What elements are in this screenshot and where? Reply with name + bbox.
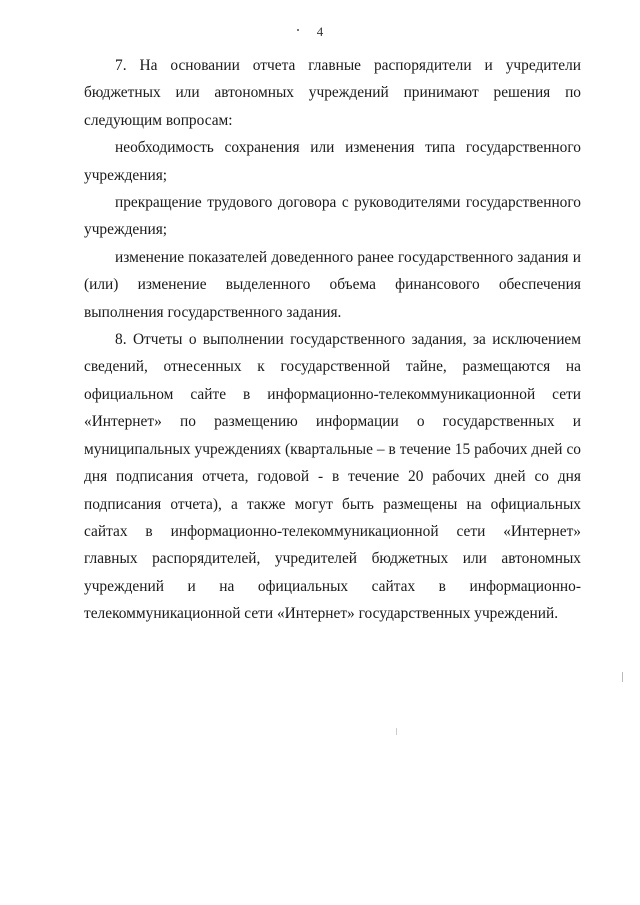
paragraph-7: 7. На основании отчета главные распорядители и учредители бюджетных или автономных учреждений принимают решения по следующим вопросам: — [84, 57, 581, 129]
list-item-contract-termination: прекращение трудового договора с руководителями государственного учреждения; — [84, 194, 581, 239]
page-number: 4 — [316, 24, 324, 39]
document-body — [84, 52, 581, 628]
paragraph-8: 8. Отчеты о выполнении государственного задания, за исключением сведений, отнесенных к государственной тайне, размещаются на официальном сайте в информационно-телекоммуникационной сети «Интернет» по размещению информации о государственных и муниципальных учреждениях (квартальные – в течение 15 рабочих дней со дня подписания отчета, годовой - в течение 20 рабочих дней со дня подписания отчета), а также могут быть размещены на официальных сайтах в информационно-телекоммуникационной сети «Интернет» главных распорядителей, учредителей бюджетных или автономных учреждений и на официальных сайтах в информационно-телекоммуникационной сети «Интернет» государственных учреждений. — [84, 331, 581, 623]
list-item-type-change: необходимость сохранения или изменения типа государственного учреждения; — [84, 139, 581, 184]
scan-edge-mark — [622, 672, 623, 682]
scan-speck — [297, 29, 299, 31]
list-item-indicator-change: изменение показателей доведенного ранее государственного задания и (или) изменение выделенного объема финансового обеспечения выполнения государственного задания. — [84, 248, 581, 321]
scan-speck-lower — [396, 728, 397, 735]
